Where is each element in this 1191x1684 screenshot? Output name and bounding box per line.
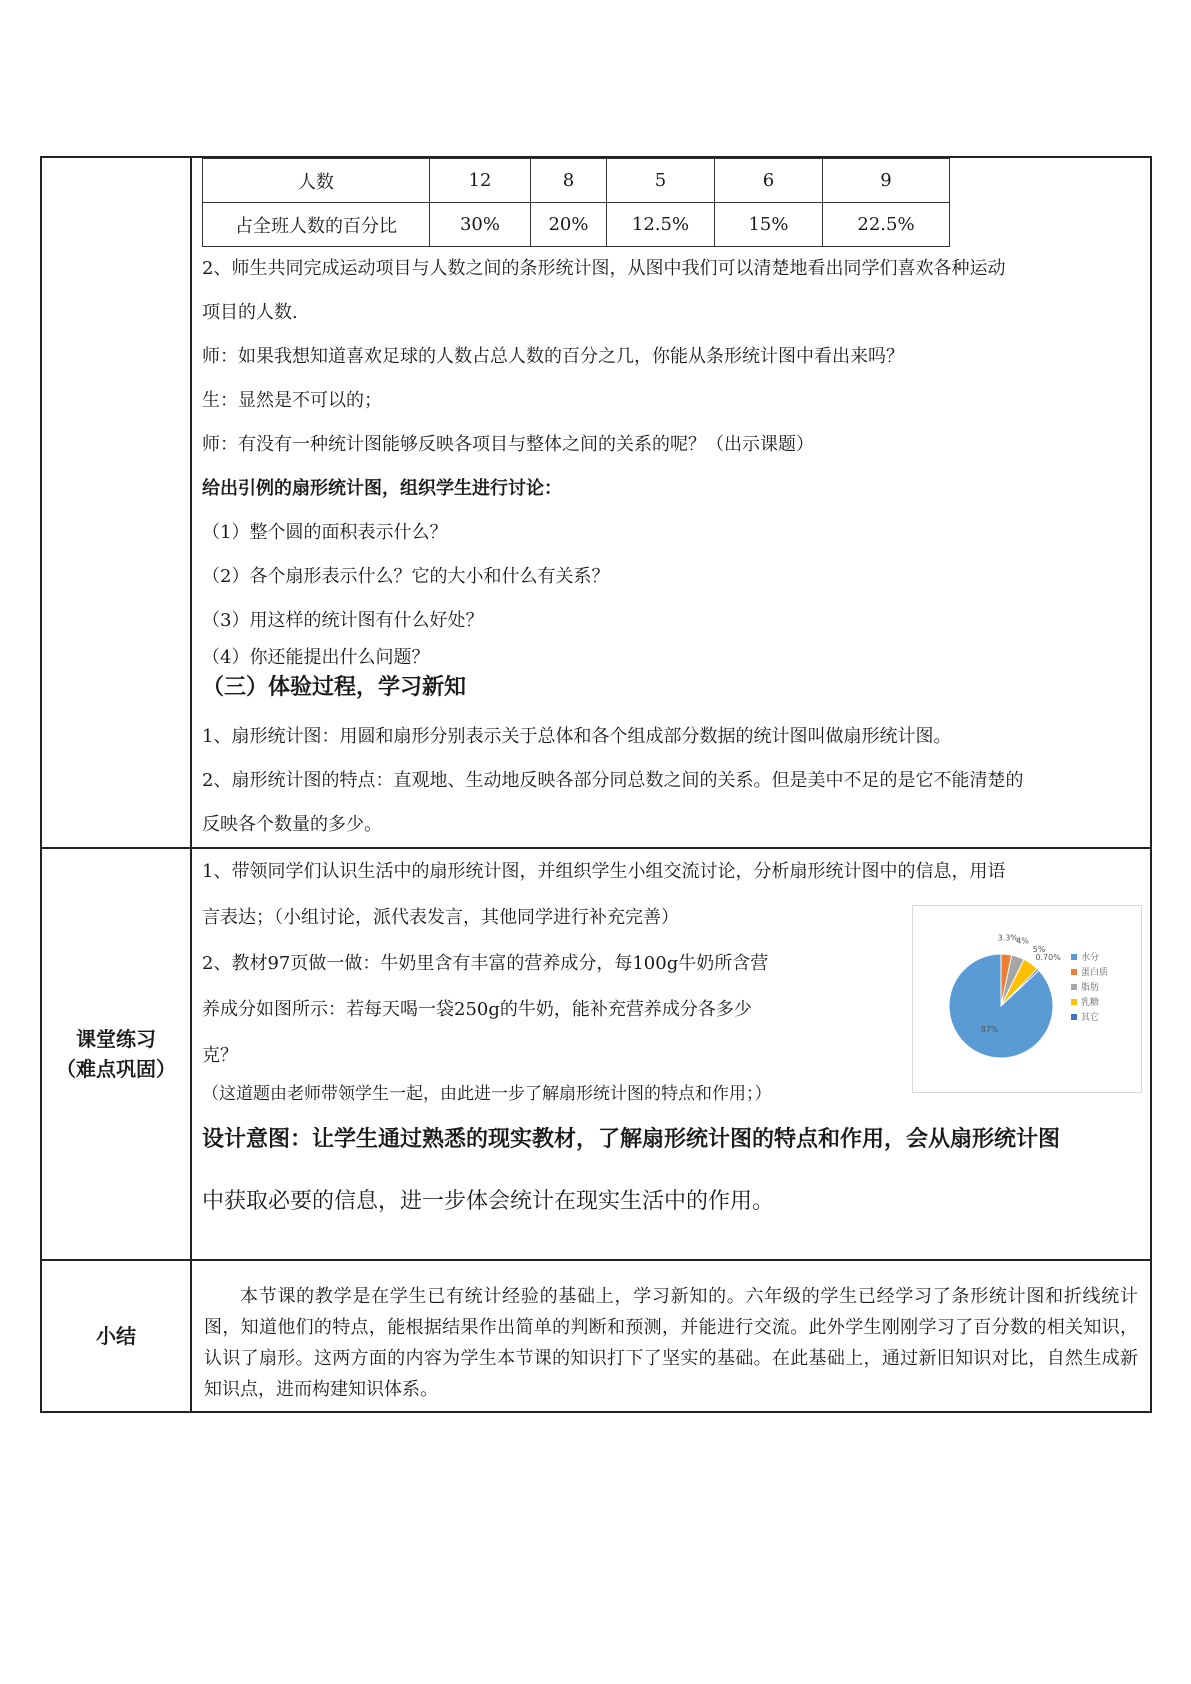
- section-row-process: [41, 157, 1151, 848]
- table-row-counts: [203, 159, 950, 203]
- table-row-percents: [203, 203, 950, 247]
- table-cell: 12: [430, 159, 531, 203]
- label-line: （难点巩固）: [56, 1057, 176, 1081]
- section-label-empty: [41, 157, 191, 848]
- summary-text: 本节课的教学是在学生已有统计经验的基础上，学习新知的。六年级的学生已经学习了条形统计图和折线统计图，知道他们的特点，能根据结果作出简单的判断和预测，并能进行交流。此外学生刚刚学习了百分数的相关知识，认识了扇形。这两方面的内容为学生本节课的知识打下了坚实的基础。在此基础上，通过新旧知识对比，自然生成新知识点，进而构建知识体系。: [204, 1286, 1138, 1400]
- paragraph: 言表达；（小组讨论，派代表发言，其他同学进行补充完善）: [202, 907, 679, 928]
- legend-label: 其它: [1081, 1013, 1100, 1023]
- paragraph: 项目的人数.: [202, 302, 298, 323]
- lesson-table: [40, 156, 1152, 1413]
- section-row-summary: [41, 1260, 1151, 1412]
- table-cell: 9: [823, 159, 950, 203]
- question-item: （2）各个扇形表示什么？它的大小和什么有关系？: [202, 566, 610, 587]
- section-content-summary: [191, 1260, 1151, 1412]
- paragraph: 2、师生共同完成运动项目与人数之间的条形统计图，从图中我们可以清楚地看出同学们喜欢各种运动: [202, 258, 1006, 279]
- paragraph: 反映各个数量的多少。: [202, 814, 382, 835]
- paragraph: 克？: [202, 1045, 238, 1066]
- pie-chart: [912, 905, 1142, 1093]
- row-label-counts: 人数: [203, 159, 430, 203]
- section-label-practice: [41, 848, 191, 1260]
- legend-label: 脂肪: [1081, 983, 1100, 993]
- section-label-summary: 小结: [41, 1260, 191, 1412]
- row-label-percents: 占全班人数的百分比: [203, 203, 430, 247]
- table-cell: 8: [531, 159, 607, 203]
- design-intent: 设计意图：让学生通过熟悉的现实教材，了解扇形统计图的特点和作用，会从扇形统计图: [202, 1127, 1061, 1152]
- table-cell: 5: [607, 159, 715, 203]
- bold-intro: 给出引例的扇形统计图，组织学生进行讨论：: [202, 478, 562, 499]
- design-intent: 中获取必要的信息，进一步体会统计在现实生活中的作用。: [202, 1189, 775, 1214]
- question-item: （4）你还能提出什么问题？: [202, 647, 430, 668]
- table-cell: 30%: [430, 203, 531, 247]
- pie-chart-svg: [913, 906, 1141, 1092]
- legend-swatch: [1071, 954, 1077, 960]
- legend-swatch: [1071, 969, 1077, 975]
- question-item: （1）整个圆的面积表示什么？: [202, 522, 448, 543]
- question-item: （3）用这样的统计图有什么好处？: [202, 610, 484, 631]
- table-cell: 15%: [715, 203, 823, 247]
- section-content-practice: [191, 848, 1151, 1260]
- paragraph: 2、教材97页做一做：牛奶里含有丰富的营养成分，每100g牛奶所含营: [202, 953, 769, 974]
- section-content-process: [191, 157, 1151, 848]
- legend-swatch: [1071, 999, 1077, 1005]
- table-cell: 22.5%: [823, 203, 950, 247]
- pie-data-label: 3.3%: [997, 933, 1018, 943]
- pie-data-label: 5%: [1032, 945, 1046, 955]
- dialogue-line: 生：显然是不可以的；: [202, 390, 382, 411]
- table-cell: 6: [715, 159, 823, 203]
- note: （这道题由老师带领学生一起，由此进一步了解扇形统计图的特点和作用；）: [202, 1084, 772, 1104]
- legend-label: 乳糖: [1081, 998, 1100, 1008]
- label-line: 课堂练习: [76, 1027, 156, 1051]
- paragraph: 养成分如图所示：若每天喝一袋250g的牛奶，能补充营养成分各多少: [202, 999, 752, 1020]
- pie-data-label: 0.70%: [1035, 952, 1061, 962]
- dialogue-line: 师：如果我想知道喜欢足球的人数占总人数的百分之几，你能从条形统计图中看出来吗？: [202, 346, 904, 367]
- section-heading: （三）体验过程，学习新知: [202, 675, 467, 700]
- dialogue-line: 师：有没有一种统计图能够反映各项目与整体之间的关系的呢？（出示课题）: [202, 434, 814, 455]
- legend-label: 水分: [1081, 953, 1100, 963]
- legend-swatch: [1071, 1014, 1077, 1020]
- pie-data-label: 4%: [1016, 936, 1029, 946]
- legend-swatch: [1071, 984, 1077, 990]
- paragraph: 1、带领同学们认识生活中的扇形统计图，并组织学生小组交流讨论，分析扇形统计图中的信息，用语: [202, 861, 1006, 882]
- data-table: [202, 158, 950, 247]
- definition: 1、扇形统计图：用圆和扇形分别表示关于总体和各个组成部分数据的统计图叫做扇形统计图。: [202, 726, 952, 747]
- paragraph: 2、扇形统计图的特点：直观地、生动地反映各部分同总数之间的关系。但是美中不足的是它不能清楚的: [202, 770, 1024, 791]
- table-cell: 20%: [531, 203, 607, 247]
- pie-data-label: 87%: [980, 1025, 999, 1035]
- section-row-practice: [41, 848, 1151, 1260]
- legend-label: 蛋白质: [1081, 968, 1109, 978]
- table-cell: 12.5%: [607, 203, 715, 247]
